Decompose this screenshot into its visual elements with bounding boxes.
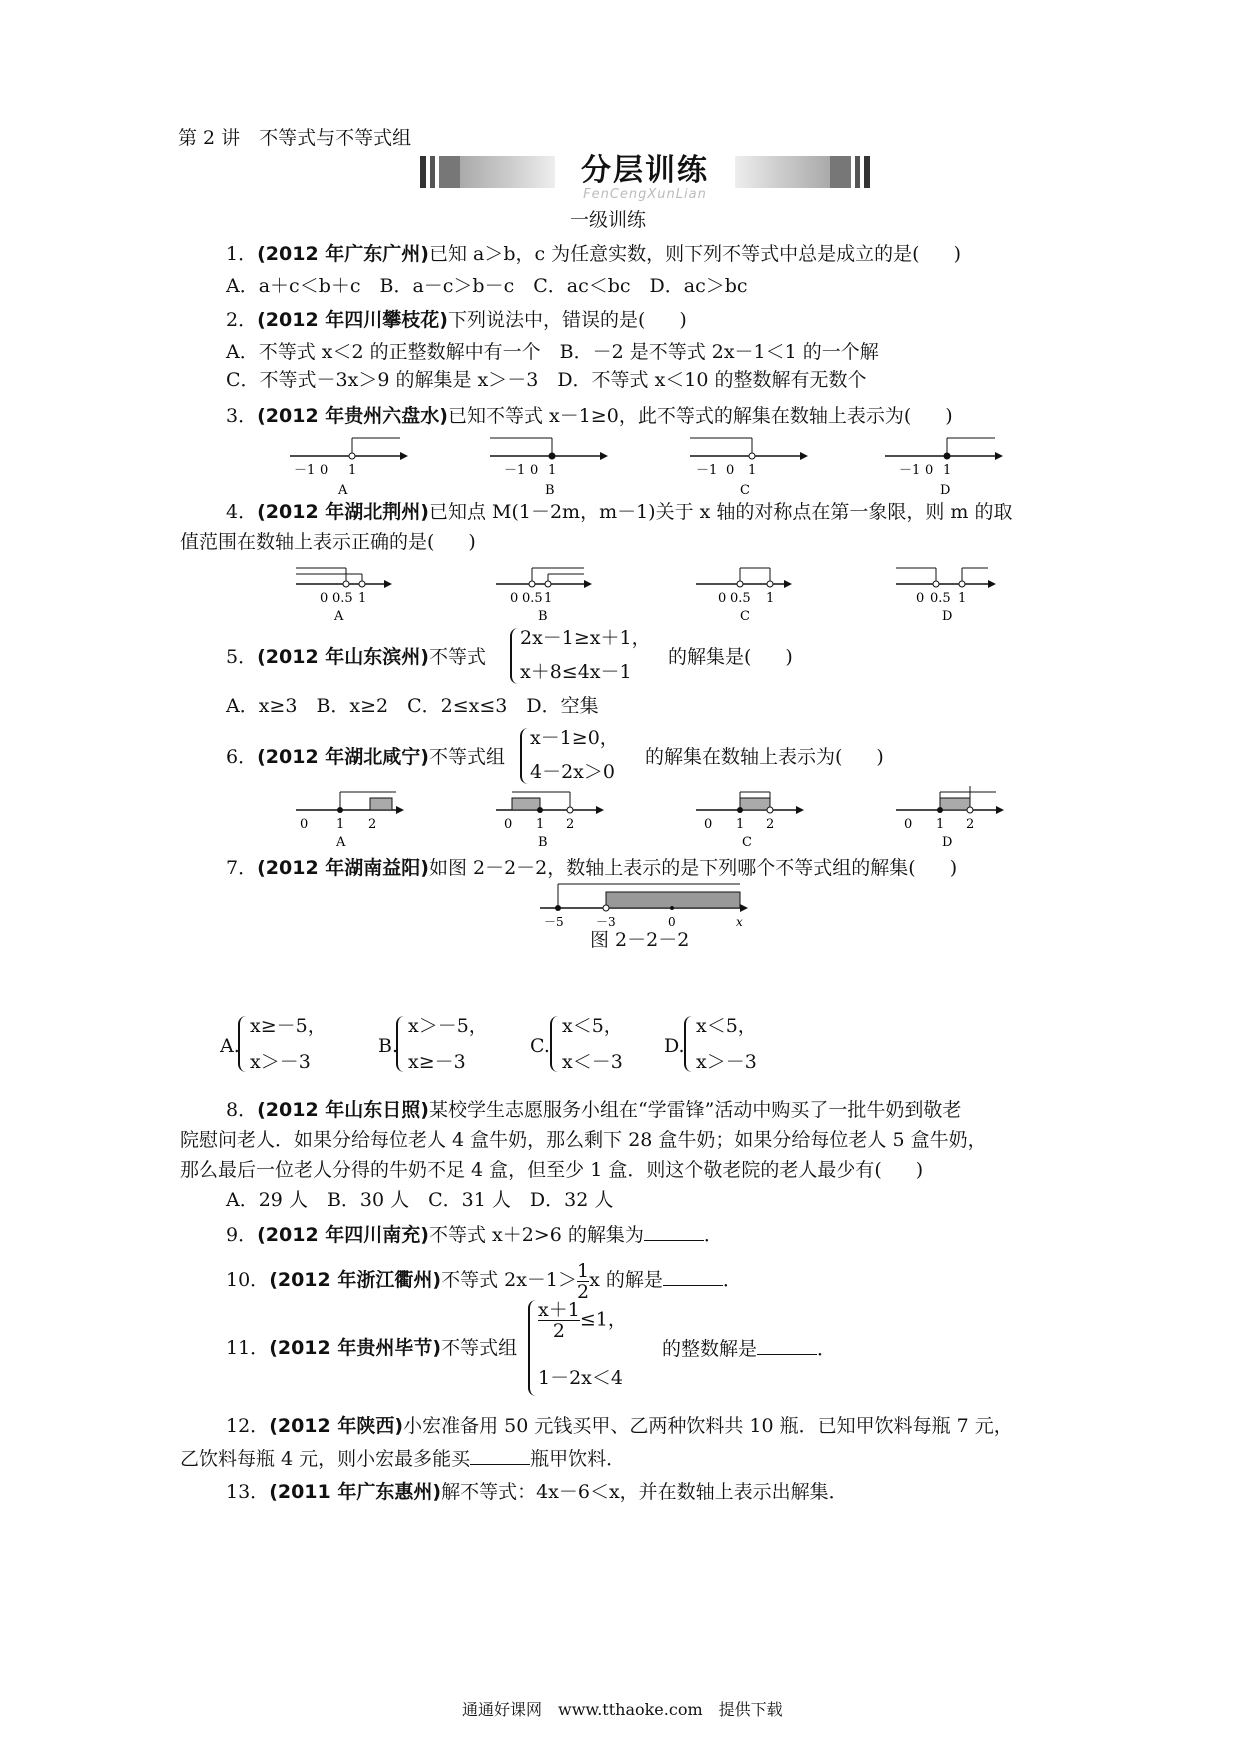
question-10 bbox=[226, 1258, 742, 1302]
q-num: 7． bbox=[226, 857, 258, 879]
tick-label: 1 bbox=[943, 463, 952, 478]
q-source: (2012 年浙江衢州) bbox=[269, 1269, 442, 1291]
q-num: 9． bbox=[226, 1224, 258, 1246]
fraction bbox=[538, 1300, 580, 1341]
q-num: 2． bbox=[226, 309, 258, 331]
q-end: ． bbox=[817, 1338, 837, 1360]
option-label: D bbox=[942, 609, 953, 624]
question-12 bbox=[226, 1414, 1013, 1438]
q6-post bbox=[645, 745, 884, 769]
option-label: C bbox=[742, 835, 752, 850]
tick-label: 0 bbox=[718, 591, 727, 606]
question-1 bbox=[226, 242, 961, 266]
fraction-denominator: 2 bbox=[577, 1280, 590, 1303]
q-source: (2012 年四川攀枝花) bbox=[257, 309, 448, 331]
question-13 bbox=[226, 1480, 848, 1504]
q2-option-ab: A．不等式 x＜2 的正整数解中有一个 B．－2 是不等式 2x－1＜1 的一个解 bbox=[226, 341, 879, 363]
section-title: 一级训练 bbox=[570, 209, 647, 231]
tick-label: x bbox=[736, 915, 743, 929]
tick-label: 1 bbox=[544, 591, 553, 606]
q-num: 3． bbox=[226, 405, 258, 427]
q-num: 12． bbox=[226, 1415, 270, 1437]
q7-option-label: D. bbox=[664, 1035, 685, 1057]
tick-label: 0 bbox=[925, 463, 934, 478]
q-num: 11． bbox=[226, 1337, 270, 1359]
q-text: 不等式 2x－1＞ bbox=[441, 1269, 577, 1291]
answer-blank[interactable] bbox=[470, 1446, 530, 1465]
banner-title: 分层训练 bbox=[581, 153, 709, 188]
q-end: ． bbox=[703, 1224, 723, 1246]
question-5 bbox=[226, 645, 486, 669]
tick-label: －1 bbox=[504, 463, 526, 478]
tick-label: 0 bbox=[510, 591, 519, 606]
q7-option-line1: x＜5， bbox=[696, 1015, 757, 1037]
tick-label: 1 bbox=[736, 817, 745, 832]
tick-label: 0 bbox=[704, 817, 713, 832]
q-num: 4． bbox=[226, 501, 258, 523]
q-source: (2012 年湖南益阳) bbox=[257, 857, 429, 879]
option-label: B bbox=[538, 835, 548, 850]
option-label: A bbox=[336, 835, 346, 850]
q-num: 6． bbox=[226, 746, 258, 768]
banner-subtitle: FenCengXunLian bbox=[583, 187, 707, 202]
q7-option-line2: x≥－3 bbox=[408, 1051, 466, 1073]
q-source: (2012 年广东广州) bbox=[257, 243, 429, 265]
tick-label: 0.5 bbox=[730, 591, 751, 606]
q-num: 5． bbox=[226, 646, 258, 668]
q5-options: A．x≥3 B．x≥2 C．2≤x≤3 D．空集 bbox=[226, 695, 599, 717]
tick-label: 2 bbox=[766, 817, 775, 832]
question-3 bbox=[226, 404, 953, 428]
q-text: 如图 2－2－2，数轴上表示的是下列哪个不等式组的解集( bbox=[428, 857, 916, 879]
q-text: 某校学生志愿服务小组在“学雷锋”活动中购买了一批牛奶到敬老 bbox=[428, 1099, 962, 1121]
answer-blank[interactable] bbox=[644, 1222, 704, 1241]
q6-line-d bbox=[896, 786, 1004, 850]
option-label: D bbox=[942, 835, 953, 850]
q8-options: A．29 人 B．30 人 C．31 人 D．32 人 bbox=[226, 1189, 614, 1211]
q4-line-c bbox=[696, 568, 792, 624]
tick-label: 0 bbox=[530, 463, 539, 478]
q7-option-label: B. bbox=[378, 1035, 399, 1057]
q4-line-d bbox=[896, 568, 996, 624]
q-source: (2011 年广东惠州) bbox=[269, 1481, 442, 1503]
tick-label: －1 bbox=[899, 463, 921, 478]
q3-line-d bbox=[885, 438, 1003, 498]
q-text: 解不等式：4x－6＜x，并在数轴上表示出解集． bbox=[441, 1481, 848, 1503]
q-source: (2012 年贵州毕节) bbox=[269, 1337, 442, 1359]
banner-bar-right bbox=[735, 156, 870, 188]
q3-line-b bbox=[490, 438, 608, 498]
q-source: (2012 年山东日照) bbox=[257, 1099, 429, 1121]
tick-label: 2 bbox=[368, 817, 377, 832]
q2-option-cd: C．不等式－3x＞9 的解集是 x＞－3 D．不等式 x＜10 的整数解有无数个 bbox=[226, 369, 867, 391]
q-text: 的解集在数轴上表示为( bbox=[645, 746, 843, 768]
tick-label: 0.5 bbox=[522, 591, 543, 606]
figure-caption: 图 2－2－2 bbox=[590, 929, 690, 951]
q7-option-label: C. bbox=[530, 1035, 550, 1057]
q6-ineq-1: x－1≥0， bbox=[530, 727, 619, 749]
tick-label: －1 bbox=[696, 463, 718, 478]
tick-label: 1 bbox=[958, 591, 967, 606]
q4-line-b bbox=[496, 568, 592, 624]
q7-options bbox=[220, 1012, 1020, 1082]
option-label: C bbox=[740, 483, 750, 498]
tick-label: 1 bbox=[336, 817, 345, 832]
question-7 bbox=[226, 856, 957, 880]
q-num: 1． bbox=[226, 243, 258, 265]
q-source: (2012 年四川南充) bbox=[257, 1224, 429, 1246]
q4-number-lines bbox=[0, 556, 1240, 624]
q-close: ) bbox=[468, 531, 476, 553]
q12-line2 bbox=[180, 1446, 625, 1471]
q-text: 已知点 M(1－2m，m－1)关于 x 轴的对称点在第一象限，则 m 的取 bbox=[428, 501, 1013, 523]
tick-label: 1 bbox=[348, 463, 357, 478]
tick-label: 1 bbox=[358, 591, 367, 606]
tick-label: －3 bbox=[596, 915, 616, 929]
question-4 bbox=[226, 500, 1012, 524]
q4-line-a bbox=[296, 568, 392, 624]
q-close: ) bbox=[915, 1159, 924, 1181]
tick-label: 0 bbox=[320, 463, 329, 478]
q-text: 已知不等式 x－1≥0，此不等式的解集在数轴上表示为( bbox=[447, 405, 912, 427]
q3-number-lines bbox=[0, 428, 1240, 498]
answer-blank[interactable] bbox=[757, 1336, 817, 1355]
footer-text: 通通好课网 www.tthaoke.com 提供下载 bbox=[462, 1700, 783, 1719]
q-text: 下列说法中，错误的是( bbox=[447, 309, 646, 331]
tick-label: －1 bbox=[294, 463, 316, 478]
question-9 bbox=[226, 1222, 723, 1247]
q-text: 值范围在数轴上表示正确的是( bbox=[180, 531, 435, 553]
q5-ineq-1: 2x－1≥x＋1， bbox=[520, 627, 651, 649]
q11-ineq-2: 1－2x＜4 bbox=[538, 1367, 623, 1389]
tick-label: 0 bbox=[726, 463, 735, 478]
option-label: A bbox=[338, 483, 348, 498]
q7-option-line2: x＞－3 bbox=[250, 1051, 311, 1073]
fraction bbox=[577, 1261, 589, 1302]
q-text: 乙饮料每瓶 4 元，则小宏最多能买 bbox=[180, 1448, 471, 1470]
q7-option-line1: x≥－5， bbox=[250, 1015, 327, 1037]
banner bbox=[420, 152, 870, 202]
q-source: (2012 年陕西) bbox=[269, 1415, 404, 1437]
q8-line2: 院慰问老人．如果分给每位老人 4 盒牛奶，那么剩下 28 盒牛奶；如果分给每位老人 5 盒牛奶， bbox=[180, 1129, 987, 1151]
q3-line-a bbox=[290, 438, 408, 498]
q11-post bbox=[662, 1336, 836, 1361]
q5-ineq-2: x＋8≤4x－1 bbox=[520, 661, 632, 683]
q-num: 13． bbox=[226, 1481, 270, 1503]
tick-label: 0 bbox=[916, 591, 925, 606]
option-label: B bbox=[545, 483, 555, 498]
tick-label: 0 bbox=[300, 817, 309, 832]
q-text: 不等式 x＋2>6 的解集为 bbox=[428, 1224, 644, 1246]
fraction-numerator: 1 bbox=[577, 1259, 590, 1282]
tick-label: 1 bbox=[536, 817, 545, 832]
tick-label: 0.5 bbox=[930, 591, 951, 606]
q6-number-lines bbox=[0, 782, 1240, 850]
option-label: D bbox=[940, 483, 951, 498]
tick-label: 1 bbox=[748, 463, 757, 478]
q1-options: A．a＋c＜b＋c B．a－c＞b－c C．ac＜bc D．ac＞bc bbox=[226, 275, 748, 297]
banner-bar-left bbox=[420, 156, 555, 188]
q-num: 8． bbox=[226, 1099, 258, 1121]
q-text: x 的解是 bbox=[589, 1269, 663, 1291]
q-text: 的解集是( bbox=[668, 646, 752, 668]
q-source: (2012 年贵州六盘水) bbox=[257, 405, 448, 427]
option-label: C bbox=[740, 609, 750, 624]
q7-option-label: A. bbox=[220, 1035, 240, 1057]
tick-label: 0 bbox=[504, 817, 513, 832]
option-label: A bbox=[334, 609, 344, 624]
q-close: ) bbox=[953, 243, 962, 265]
q-close: ) bbox=[679, 309, 687, 331]
tick-label: 1 bbox=[936, 817, 945, 832]
question-6 bbox=[226, 745, 505, 769]
q7-option-line1: x＜5， bbox=[562, 1015, 623, 1037]
tick-label: 2 bbox=[566, 817, 575, 832]
q3-line-c bbox=[690, 438, 808, 498]
q-text: ≤1， bbox=[579, 1308, 627, 1331]
question-11 bbox=[226, 1336, 517, 1360]
tick-label: 0.5 bbox=[332, 591, 353, 606]
question-2 bbox=[226, 308, 687, 332]
q-text: 小宏准备用 50 元钱买甲、乙两种饮料共 10 瓶．已知甲饮料每瓶 7 元， bbox=[403, 1415, 1013, 1437]
q-text: 那么最后一位老人分得的牛奶不足 4 盒，但至少 1 盒．则这个敬老院的老人最少有( bbox=[180, 1159, 882, 1181]
q11-ineq-1 bbox=[538, 1300, 627, 1341]
q-pre: 不等式 bbox=[428, 646, 486, 668]
q5-post bbox=[668, 645, 793, 669]
option-label: B bbox=[538, 609, 548, 624]
q-close: ) bbox=[945, 405, 953, 427]
q-close: ) bbox=[785, 646, 793, 668]
q-text: 的整数解是 bbox=[662, 1338, 758, 1360]
q-source: (2012 年山东滨州) bbox=[257, 646, 429, 668]
q-pre: 不等式组 bbox=[441, 1337, 518, 1359]
tick-label: 0 bbox=[668, 915, 676, 929]
q6-ineq-2: 4－2x＞0 bbox=[530, 761, 615, 783]
answer-blank[interactable] bbox=[663, 1267, 723, 1286]
tick-label: 0 bbox=[320, 591, 329, 606]
tick-label: 1 bbox=[766, 591, 775, 606]
question-8 bbox=[226, 1098, 961, 1122]
tick-label: 2 bbox=[966, 817, 975, 832]
q6-line-c bbox=[696, 792, 804, 850]
q-pre: 不等式组 bbox=[428, 746, 505, 768]
q7-option-line1: x＞－5， bbox=[408, 1015, 488, 1037]
q-source: (2012 年湖北荆州) bbox=[257, 501, 429, 523]
q-close: ) bbox=[949, 857, 958, 879]
q-close: ) bbox=[876, 746, 884, 768]
fraction-numerator: x＋1 bbox=[538, 1299, 580, 1321]
q7-option-line2: x＜－3 bbox=[562, 1051, 623, 1073]
tick-label: 1 bbox=[548, 463, 557, 478]
q6-line-b bbox=[496, 792, 604, 850]
q-text: 已知 a＞b，c 为任意实数，则下列不等式中总是成立的是( bbox=[428, 243, 920, 265]
tick-label: －5 bbox=[544, 915, 564, 929]
q-text: 瓶甲饮料． bbox=[530, 1448, 626, 1470]
chapter-title: 第 2 讲 不等式与不等式组 bbox=[178, 127, 412, 149]
question-4-line2 bbox=[180, 530, 476, 554]
q-source: (2012 年湖北咸宁) bbox=[257, 746, 429, 768]
q6-line-a bbox=[296, 792, 404, 850]
tick-label: 0 bbox=[904, 817, 913, 832]
q8-line3 bbox=[180, 1158, 923, 1182]
q-end: ． bbox=[722, 1269, 742, 1291]
fraction-denominator: 2 bbox=[552, 1320, 565, 1342]
q-num: 10． bbox=[226, 1269, 270, 1291]
q7-option-line2: x＞－3 bbox=[696, 1051, 757, 1073]
